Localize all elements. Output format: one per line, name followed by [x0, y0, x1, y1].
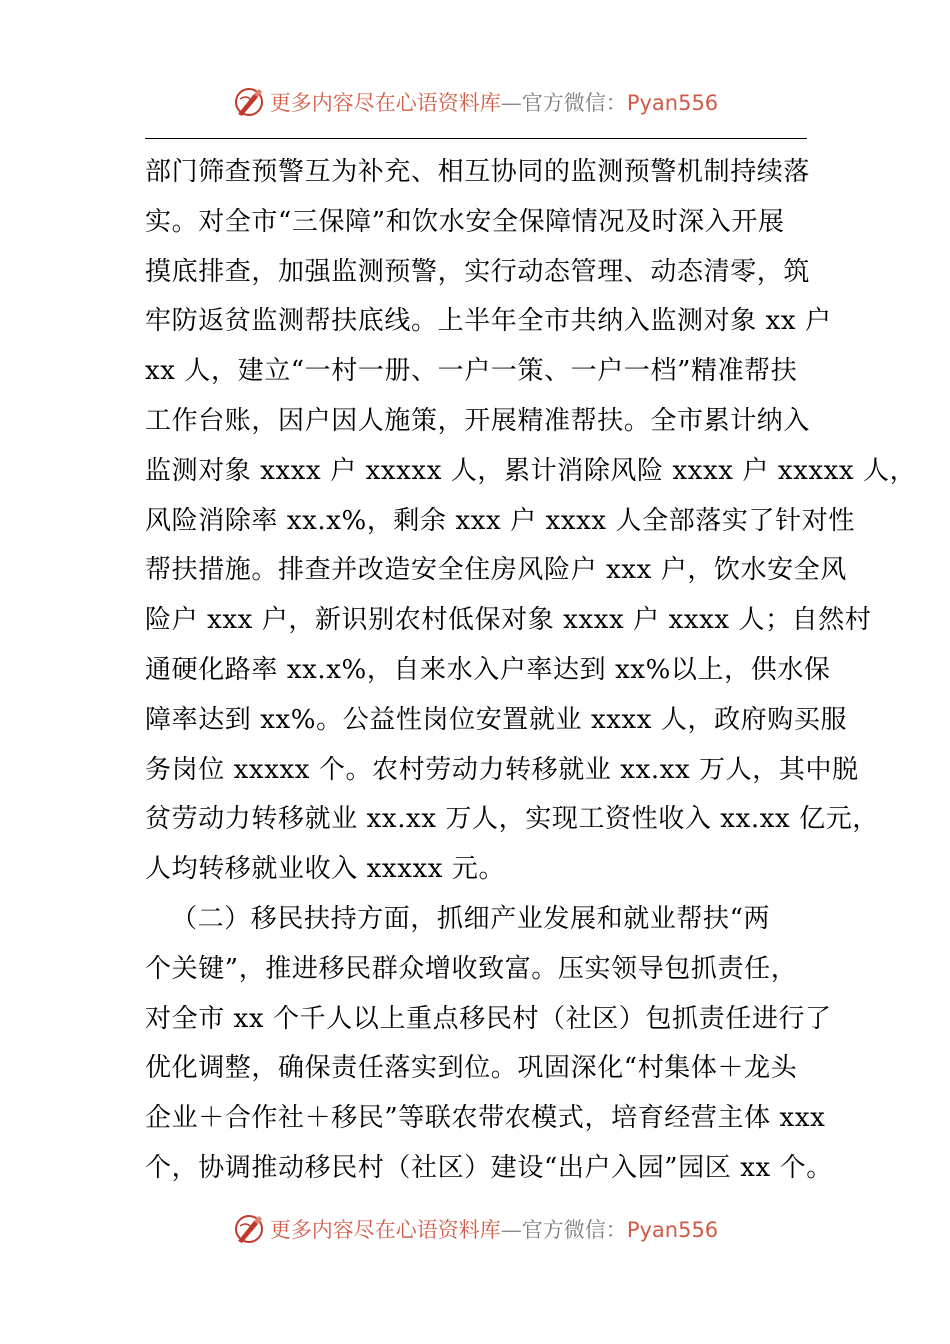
footer-wechat-id: Pyan556	[626, 1218, 719, 1242]
document-body	[145, 148, 917, 1194]
footer-banner-inner	[232, 1212, 718, 1246]
body-line: 实。对全市“三保障”和饮水安全保障情况及时深入开展	[145, 206, 785, 237]
body-line: 务岗位 xxxxx 个。农村劳动力转移就业 xx.xx 万人，其中脱	[145, 754, 859, 785]
header-banner-text	[270, 87, 718, 117]
pen-circle-logo-icon	[232, 85, 266, 119]
body-line: 风险消除率 xx.x%，剩余 xxx 户 xxxx 人全部落实了针对性	[145, 505, 855, 536]
header-banner	[0, 82, 950, 122]
body-line: 贫劳动力转移就业 xx.xx 万人，实现工资性收入 xx.xx 亿元，	[145, 804, 879, 835]
body-line: 优化调整，确保责任落实到位。巩固深化“村集体＋龙头	[145, 1053, 798, 1084]
header-contact-label: 官方微信：	[521, 91, 627, 115]
section-heading-line: （二）移民扶持方面，抓细产业发展和就业帮扶“两	[171, 903, 771, 934]
body-line: 个，协调推动移民村（社区）建设“出户入园”园区 xx 个。	[145, 1152, 833, 1183]
body-line: 个关键”，推进移民群众增收致富。压实领导包抓责任，	[145, 953, 798, 984]
body-line: 对全市 xx 个千人以上重点移民村（社区）包抓责任进行了	[145, 1003, 832, 1034]
body-line: 牢防返贫监测帮扶底线。上半年全市共纳入监测对象 xx 户	[145, 306, 832, 337]
footer-banner-text	[270, 1214, 718, 1244]
pen-circle-logo-icon	[232, 1212, 266, 1246]
body-line: 企业＋合作社＋移民”等联农带农模式，培育经营主体 xxx	[145, 1103, 826, 1134]
body-line: 部门筛查预警互为补充、相互协同的监测预警机制持续落	[145, 157, 811, 187]
header-dash: —	[500, 91, 522, 115]
footer-dash: —	[500, 1218, 522, 1242]
header-banner-inner	[232, 85, 718, 119]
header-wechat-id: Pyan556	[626, 91, 719, 115]
body-line: 摸底排查，加强监测预警，实行动态管理、动态清零，筑	[145, 256, 811, 287]
footer-banner	[0, 1209, 950, 1249]
body-line: 帮扶措施。排查并改造安全住房风险户 xxx 户，饮水安全风	[145, 555, 847, 586]
footer-contact-label: 官方微信：	[521, 1218, 627, 1242]
body-line: 监测对象 xxxx 户 xxxxx 人，累计消除风险 xxxx 户 xxxxx 人，	[145, 455, 917, 486]
header-rule	[145, 138, 807, 139]
body-line: 障率达到 xx%。公益性岗位安置就业 xxxx 人，政府购买服	[145, 704, 848, 735]
body-line: 人均转移就业收入 xxxxx 元。	[145, 854, 506, 885]
body-line: 险户 xxx 户，新识别农村低保对象 xxxx 户 xxxx 人；自然村	[145, 605, 872, 636]
body-line: 通硬化路率 xx.x%，自来水入户率达到 xx%以上，供水保	[145, 654, 831, 685]
body-line: xx 人，建立“一村一册、一户一策、一户一档”精准帮扶	[145, 356, 798, 387]
body-line: 工作台账，因户因人施策，开展精准帮扶。全市累计纳入	[145, 405, 811, 436]
header-brand-text: 更多内容尽在心语资料库	[269, 91, 501, 115]
footer-brand-text: 更多内容尽在心语资料库	[269, 1218, 501, 1242]
